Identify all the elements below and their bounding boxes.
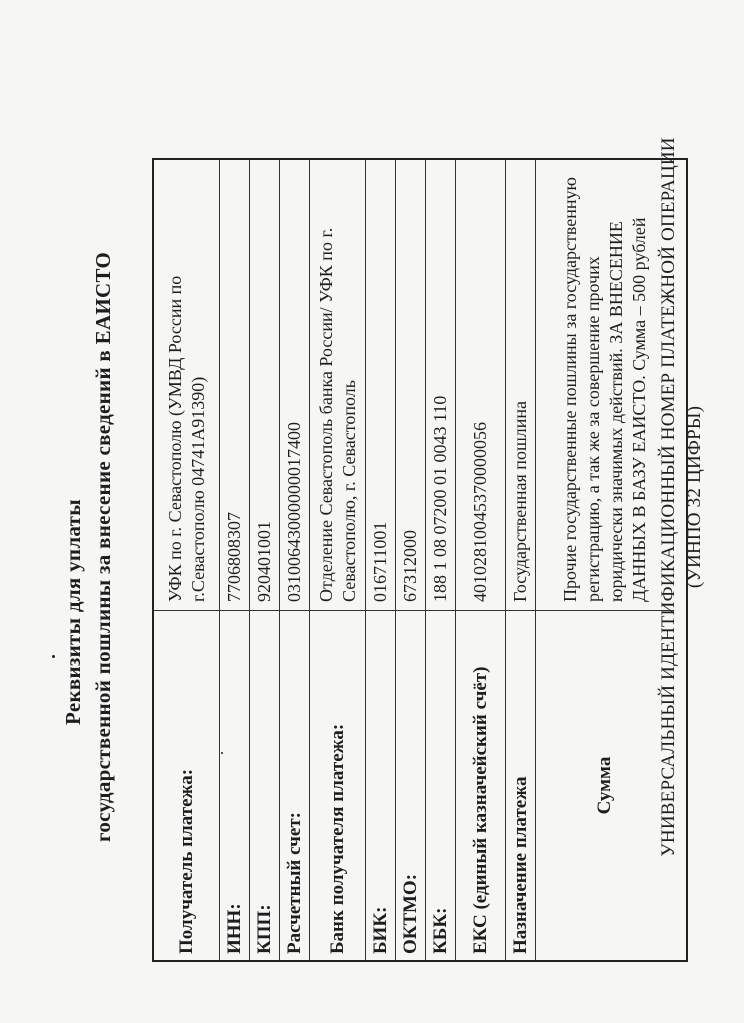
table-row	[396, 160, 426, 960]
table-row	[220, 160, 250, 960]
row-label: Сумма	[536, 610, 674, 960]
row-value: 03100643000000017400	[284, 422, 304, 602]
table-row	[250, 160, 280, 960]
row-value: Государственная пошлина	[510, 400, 530, 602]
table-row	[366, 160, 396, 960]
row-label: КПП:	[250, 610, 279, 960]
row-label: Банк получателя платежа:	[310, 610, 365, 960]
table-row	[310, 160, 366, 960]
row-value: 920401001	[254, 521, 274, 602]
title-line-2: государственной пошлины за внесение сведений в ЕАИСТО	[91, 251, 115, 842]
table-row	[280, 160, 310, 960]
row-label: Расчетный счет:	[280, 610, 309, 960]
row-label: ЕКС (единый казначейский счёт)	[456, 610, 505, 960]
row-value: Отделение Севастополь банка России/ УФК по г. Севастополю, г. Севастополь	[315, 227, 359, 602]
row-label: ИНН:	[220, 610, 249, 960]
footer-line-1: УНИВЕРСАЛЬНЫЙ ИДЕНТИФИКАЦИОННЫЙ НОМЕР ПЛАТЕЖНОЙ ОПЕРАЦИИ	[658, 137, 679, 857]
footer-note	[656, 22, 708, 972]
row-value: 7706808307	[224, 512, 244, 602]
table-row	[426, 160, 456, 960]
table-row	[154, 160, 220, 960]
table-row	[506, 160, 536, 960]
document-title	[58, 251, 118, 842]
title-line-1: Реквизиты для уплаты	[61, 499, 85, 725]
row-value: 016711001	[370, 521, 390, 602]
row-label: Получатель платежа:	[154, 610, 219, 960]
row-value: Прочие государственные пошлины за государственную регистрацию, а так же за совершение прочих юридически значимых действий. ЗА ВНЕСЕНИЕ ДАННЫХ В БАЗУ ЕАИСТО. Сумма – 500 рублей	[560, 177, 649, 602]
row-label: БИК:	[366, 610, 395, 960]
row-value: 40102810045370000056	[470, 422, 490, 602]
requisites-table	[152, 158, 688, 962]
table-row	[456, 160, 506, 960]
footer-line-2: (УИНПО 32 ЦИФРЫ)	[684, 405, 705, 589]
row-label: КБК:	[426, 610, 455, 960]
table-row	[536, 160, 674, 960]
row-value: УФК по г. Севастополю (УМВД России по г.Севастополю 04741А91390)	[164, 275, 208, 602]
row-value: 67312000	[400, 530, 420, 602]
row-label: Назначение платежа	[506, 610, 535, 960]
row-value: 188 1 08 07200 01 0043 110	[430, 395, 450, 602]
rotated-content	[10, 12, 730, 1012]
row-label: ОКТМО:	[396, 610, 425, 960]
